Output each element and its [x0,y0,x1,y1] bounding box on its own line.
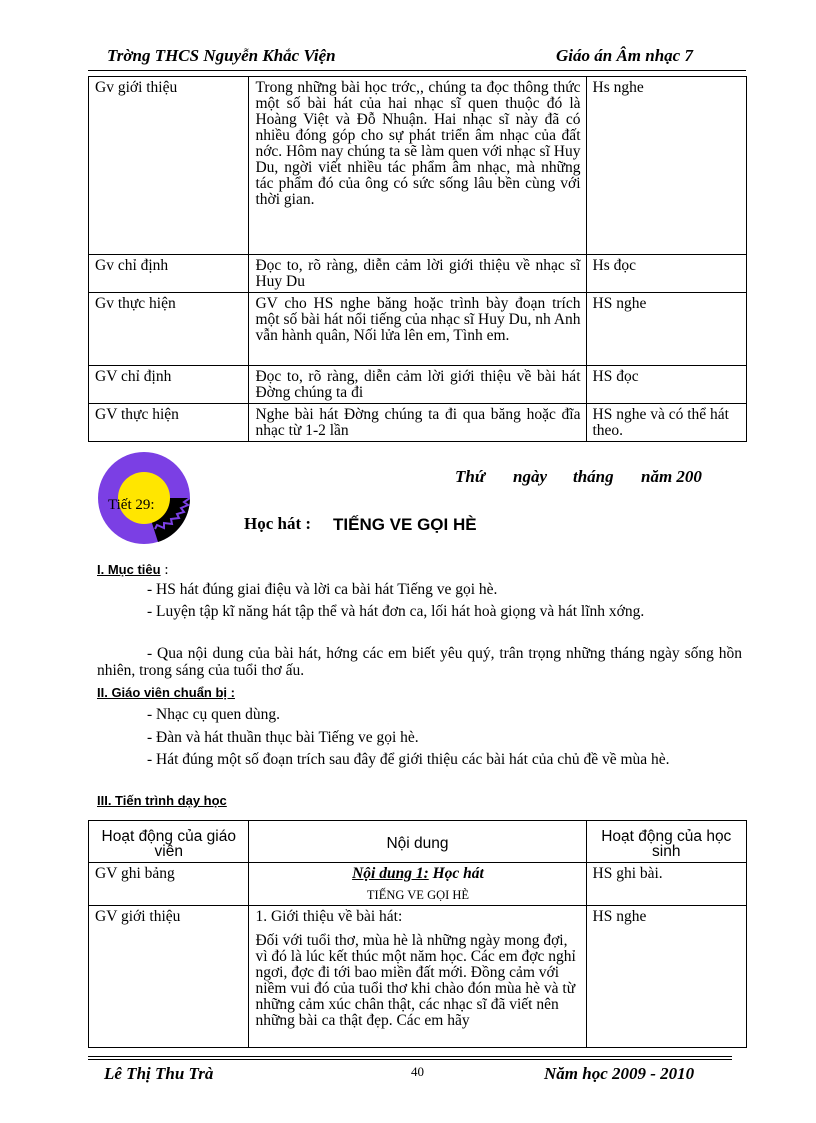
content-point: 1. Giới thiệu về bài hát: [255,908,403,925]
content-subtitle: TIẾNG VE GỌI HÈ [366,888,470,902]
preparation-item: - Nhạc cụ quen dùng. [147,706,280,723]
author-name: Lê Thị Thu Trà [104,1064,214,1083]
table-row [89,863,747,906]
activity-table-1 [88,76,747,442]
teacher-cell: Gv thực hiện [89,293,249,366]
table-row [89,77,747,255]
table-row [89,366,747,404]
hoc-hat-label: Học hát : [244,514,312,533]
school-name: Trờng THCS Nguyễn Khắc Viện [107,46,336,65]
lesson-title: TIẾNG VE GỌI HÈ [333,515,477,534]
subject-name: Giáo án Âm nhạc 7 [556,46,693,65]
teacher-cell: GV thực hiện [89,404,249,442]
content-cell: Trong những bài học trớc,, chúng ta đọc thông thức một số bài hát của hai nhạc sĩ quen thuộc đó là Hoàng Việt và Đỗ Nhuận. Hai nhạc sĩ này đã có nhiều đóng góp cho sự phát triển âm nhạc của đất nớc. Hôm nay chúng ta sẽ làm quen với nhạc sĩ Huy Du, ngời viết nhiều tác phẩm âm nhạc, mà những tác phẩm đó của ông có sức sống lâu bền cùng với thời gian. [249,77,586,255]
teacher-cell: GV ghi bảng [89,863,249,906]
student-cell: HS nghe và có thể hát theo. [586,404,747,442]
teacher-cell: Gv chỉ định [89,255,249,293]
date-thang: tháng [573,467,614,486]
content-cell [249,863,586,906]
teacher-cell: GV giới thiệu [89,906,249,1048]
student-cell: HS ghi bài. [586,863,747,906]
header-rule [88,70,746,71]
content-text: Đối với tuổi thơ, mùa hè là những ngày mong đợi, vì đó là lúc kết thúc một năm học. Các em đợc nghỉ ngơi, đợc đi tới bao miền đất mới. Đồng cảm với niềm vui đó của tuổi thơ khi chào đón mùa hè và từ những cảm xúc chân thật, các nhạc sĩ đã viết nên những bài ca thật đẹp. Các em hãy [255,933,576,1029]
date-nam: năm 200 [641,467,702,486]
preparation-item: - Đàn và hát thuần thục bài Tiếng ve gọi hè. [147,729,419,746]
column-header: Hoạt động của giáo viên [89,821,249,863]
activity-table-2 [88,820,747,1048]
content-cell: Đọc to, rõ ràng, diễn cảm lời giới thiệu về bài hát Đờng chúng ta đi [249,366,586,404]
lesson-number: Tiết 29: [108,497,155,513]
date-thu: Thứ [455,467,486,486]
student-cell: HS đọc [586,366,747,404]
footer-rule [88,1056,732,1057]
student-cell: Hs nghe [586,77,747,255]
date-ngay: ngày [513,467,547,486]
content-heading-rest: Học hát [428,865,484,882]
content-heading-label: Nội dung 1: [352,865,429,882]
column-header: Nội dung [249,821,586,863]
teacher-cell: Gv giới thiệu [89,77,249,255]
column-header: Hoạt động của học sinh [586,821,747,863]
objective-item: - HS hát đúng giai điệu và lời ca bài hát Tiếng ve gọi hè. [147,581,498,598]
section-3-heading: III. Tiến trình dạy học [97,793,227,808]
teacher-cell: GV chỉ định [89,366,249,404]
student-cell: Hs đọc [586,255,747,293]
preparation-item: - Hát đúng một số đoạn trích sau đây để giới thiệu các bài hát của chủ đề về mùa hè. [147,751,670,768]
footer-rule [88,1059,732,1060]
table-header-row [89,821,747,863]
objective-item: - Qua nội dung của bài hát, hớng các em biết yêu quý, trân trọng những tháng ngày sống hồn nhiên, trong sáng của tuổi thơ ấu. [97,645,742,679]
student-cell: HS nghe [586,906,747,1048]
objective-item: - Luyện tập kĩ năng hát tập thể và hát đơn ca, lối hát hoà giọng và hát lĩnh xớng. [147,603,645,620]
table-row [89,293,747,366]
content-cell: Nghe bài hát Đờng chúng ta đi qua băng hoặc đĩa nhạc từ 1-2 lần [249,404,586,442]
student-cell: HS nghe [586,293,747,366]
school-year: Năm học 2009 - 2010 [544,1064,695,1083]
section-2-heading: II. Giáo viên chuẩn bị : [97,685,235,700]
section-1-heading: I. Mục tiêu : [97,562,169,578]
content-cell: Đọc to, rõ ràng, diễn cảm lời giới thiệu về nhạc sĩ Huy Du [249,255,586,293]
content-cell: GV cho HS nghe băng hoặc trình bày đoạn trích một số bài hát nổi tiếng của nhạc sĩ Huy Du, nh Anh vẫn hành quân, Nối lửa lên em, Tình em. [249,293,586,366]
content-cell [249,906,586,1048]
table-row [89,255,747,293]
page-number: 40 [411,1064,424,1079]
table-row [89,906,747,1048]
table-row [89,404,747,442]
